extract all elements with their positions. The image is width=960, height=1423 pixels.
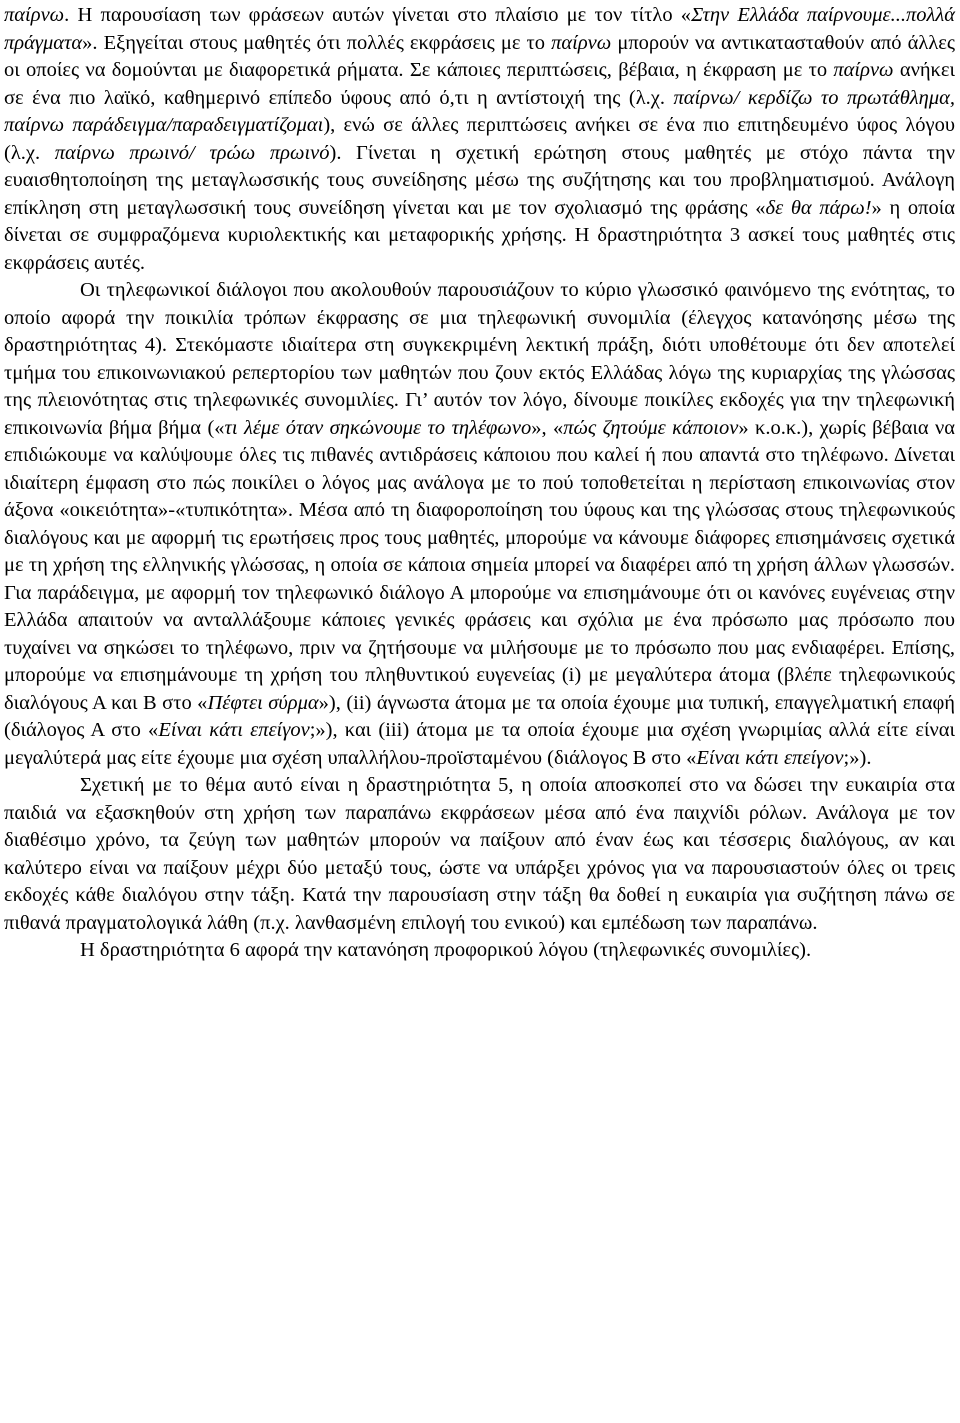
- italic-text-segment: δε θα πάρω!: [765, 196, 872, 219]
- document-body: [4, 2, 955, 965]
- italic-text-segment: Είναι κάτι επείγον: [696, 746, 844, 769]
- text-segment: ;»).: [843, 746, 872, 769]
- text-segment: ;»), και (iii) άτομα με τα οποία έχουμε μια σχέση γνωριμίας αλλά είτε είναι μεγαλύτερά μας είτε έχουμε μια σχέση υπαλλήλου-προϊσταμένου (διάλογος Β στο «: [4, 719, 955, 769]
- body-paragraph: [4, 937, 955, 965]
- text-segment: Η δραστηριότητα 6 αφορά την κατανόηση προφορικού λόγου (τηλεφωνικές συνομιλίες).: [80, 939, 812, 961]
- text-segment: Οι τηλεφωνικοί διάλογοι που ακολουθούν παρουσιάζουν το κύριο γλωσσικό φαινόμενο της ενότητας, το οποίο αφορά την ποικιλία τρόπων έκφρασης σε μια τηλεφωνική συνομιλία (έλεγχος κατανόησης μέσω της δραστηριότητας 4). Στεκόμαστε ιδιαίτερα στη συγκεκριμένη λεκτική πράξη, διότι υποθέτουμε ότι δεν αποτελεί τμήμα του επικοινωνιακού ρεπερτορίου των μαθητών που ζουν εκτός Ελλάδας λόγω της κυριαρχίας της γλώσσας της πλειονότητας στις τηλεφωνικές συνομιλίες. Γι’ αυτόν τον λόγο, δίνουμε ποικίλες εκδοχές για την τηλεφωνική επικοινωνία βήμα βήμα («: [4, 279, 955, 439]
- italic-text-segment: τι λέμε όταν σηκώνουμε το τηλέφωνο: [224, 416, 532, 439]
- italic-text-segment: παίρνω: [833, 59, 894, 81]
- italic-text-segment: πώς ζητούμε κάποιον: [563, 416, 739, 439]
- text-segment: μπορούν να αντικατασταθούν από άλλες οι οποίες να δομούνται με διαφορετικά ρήματα. Σε κάποιες περιπτώσεις, βέβαια, η έκφραση με το: [4, 31, 955, 81]
- italic-text-segment: παίρνω: [551, 31, 612, 54]
- text-segment: ). Γίνεται η σχετική ερώτηση στους μαθητές με στόχο πάντα την ευαισθητοποίηση της μεταγλωσσικής τους συνείδησης μέσω της συζήτησης και του προβληματισμού. Ανάλογη επίκληση στη μεταγλωσσική τους συνείδηση γίνεται και με τον σχολιασμό της φράσης «: [4, 141, 955, 219]
- text-segment: », «: [531, 416, 564, 439]
- italic-text-segment: παίρνω: [4, 4, 65, 26]
- italic-text-segment: Είναι κάτι επείγον: [158, 719, 310, 741]
- body-paragraph: [4, 772, 955, 937]
- body-paragraph: [4, 2, 955, 277]
- text-segment: ανήκει σε ένα πιο λαϊκό, καθημερινό επίπεδο ύφους από ό,τι η αντίστοιχή της (λ.χ.: [4, 59, 956, 109]
- text-segment: » κ.ο.κ.), χωρίς βέβαια να επιδιώκουμε να καλύψουμε όλες τις πιθανές αντιδράσεις κάποιου που καλεί ή που απαντά στο τηλέφωνο. Δίνεται ιδιαίτερη έμφαση στο πώς ποικίλει ο λόγος μας ανάλογα με το πού τοποθετείται η περίσταση επικοινωνίας στον άξονα «οικειότητα»-«τυπικότητα». Μέσα από τη διαφοροποίηση του ύφους και της γλώσσας στους τηλεφωνικούς διαλόγους και με αφορμή τις ερωτήσεις προς τους μαθητές, μπορούμε να κάνουμε διάφορες επισημάνσεις σχετικά με τη χρήση της ελληνικής γλώσσας, η οποία σε κάποια σημεία μπορεί να διαφέρει από τη χρήση άλλων γλωσσών. Για παράδειγμα, με αφορμή τον τηλεφωνικό διάλογο Α μπορούμε να επισημάνουμε ότι οι κανόνες ευγένειας στην Ελλάδα απαιτούν να ανταλλάξουμε κάποιες γενικές φράσεις και σχόλια με ένα πρόσωπο μας πρόσωπο που τυχαίνει να σηκώσει το τηλέφωνο, πριν να ζητήσουμε να μιλήσουμε με το πρόσωπο που μας ενδιαφέρει. Επίσης, μπορούμε να επισημάνουμε τη χρήση του πληθυντικού ευγενείας (i) με μεγαλύτερα άτομα (βλέπε τηλεφωνικούς διαλόγους Α και Β στο «: [4, 416, 956, 714]
- italic-text-segment: παίρνω/ κερδίζω το πρωτάθλημα, παίρνω παράδειγμα/παραδειγματίζομαι: [4, 86, 955, 136]
- italic-text-segment: Πέφτει σύρμα: [207, 691, 319, 714]
- text-segment: . Η παρουσίαση των φράσεων αυτών γίνεται στο πλαίσιο με τον τίτλο «: [64, 4, 692, 26]
- text-segment: ». Εξηγείται στους μαθητές ότι πολλές εκφράσεις με το: [82, 31, 552, 54]
- text-segment: ), ενώ σε άλλες περιπτώσεις ανήκει σε ένα πιο επιτηδευμένο ύφος λόγου (λ.χ.: [4, 114, 955, 164]
- text-segment: Σχετική με το θέμα αυτό είναι η δραστηριότητα 5, η οποία αποσκοπεί στο να δώσει την ευκαιρία στα παιδιά να εξασκηθούν στη χρήση των παραπάνω εκφράσεων μέσα από ένα παιχνίδι ρόλων. Ανάλογα με τον διαθέσιμο χρόνο, τα ζεύγη των μαθητών μπορούν να παίξουν από έναν έως και τέσσερις διαλόγους, αν και καλύτερο είναι να παίξουν μέχρι δύο μεταξύ τους, ώστε να υπάρξει χρόνος για να παρουσιαστούν όλες οι τρεις εκδοχές κάθε διαλόγου στην τάξη. Κατά την παρουσίαση στην τάξη θα δοθεί η ευκαιρία για συζήτηση πάνω σε πιθανά πραγματολογικά λάθη (π.χ. λανθασμένη επιλογή του ενικού) και εμπέδωση των παραπάνω.: [4, 774, 955, 934]
- body-paragraph: [4, 277, 955, 772]
- italic-text-segment: Στην Ελλάδα παίρνουμε...πολλά πράγματα: [4, 4, 955, 54]
- italic-text-segment: παίρνω πρωινό/ τρώω πρωινό: [54, 141, 330, 164]
- text-segment: »), (ii) άγνωστα άτομα με τα οποία έχουμε μια τυπική, επαγγελματική επαφή (διάλογος Α στο «: [4, 691, 956, 741]
- text-segment: » η οποία δίνεται σε συμφραζόμενα κυριολεκτικής και μεταφορικής χρήσης. Η δραστηριότητα 3 ασκεί τους μαθητές στις εκφράσεις αυτές.: [4, 196, 956, 274]
